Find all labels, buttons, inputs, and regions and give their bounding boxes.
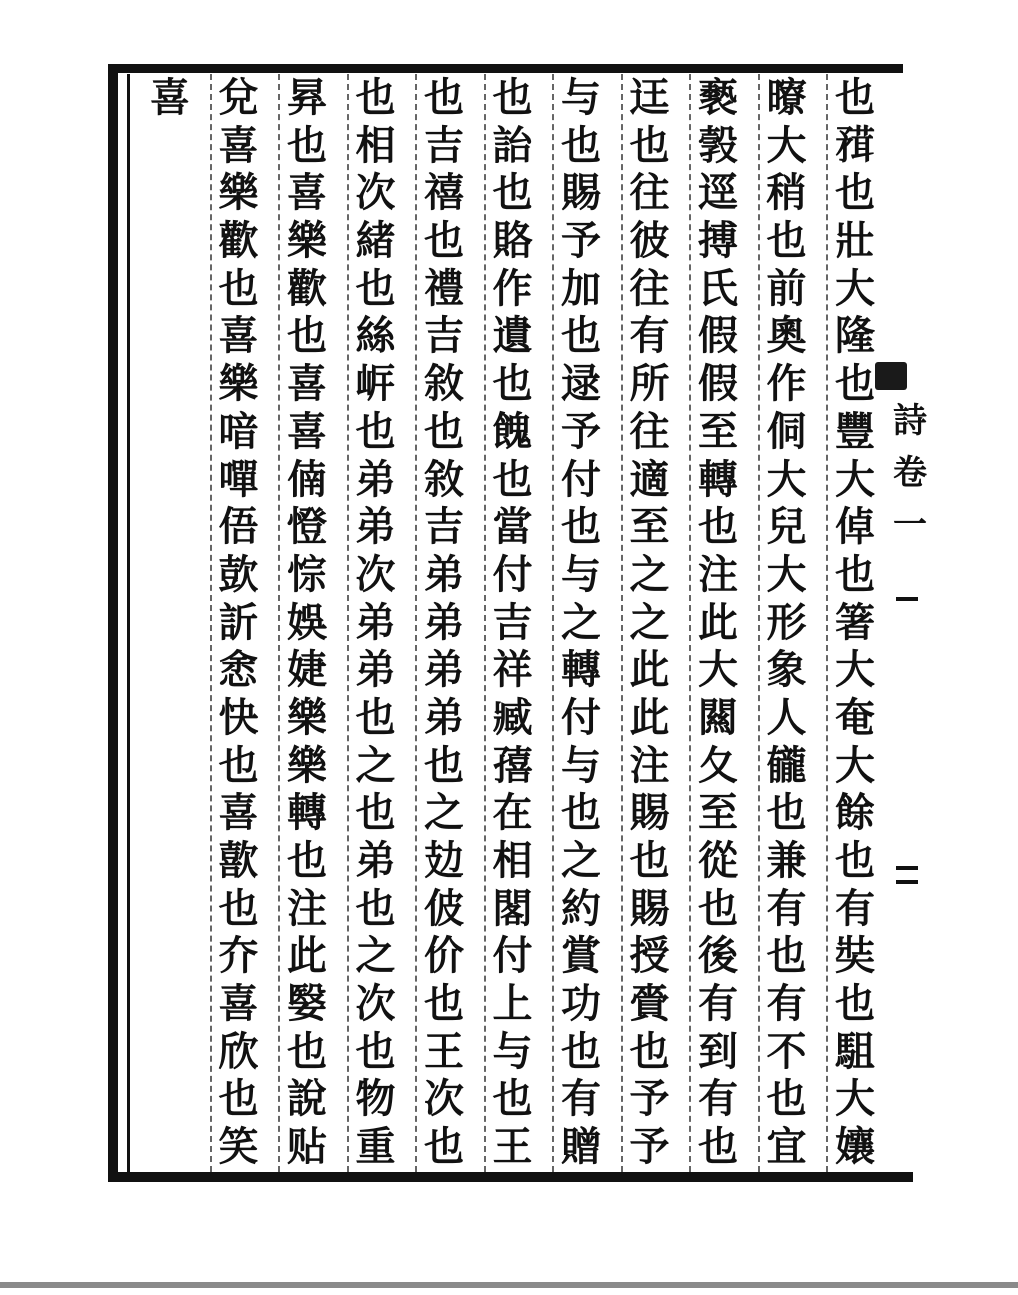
column-separator bbox=[826, 74, 828, 1172]
margin-title: 詩 卷 一 bbox=[893, 401, 927, 545]
column-separator bbox=[621, 74, 623, 1172]
vertical-text-block bbox=[130, 74, 880, 1172]
column-separator bbox=[484, 74, 486, 1172]
text-column: 喜 bbox=[150, 74, 190, 121]
bottom-scan-edge bbox=[0, 1282, 1018, 1288]
margin-tick-mark bbox=[896, 866, 918, 870]
column-separator bbox=[210, 74, 212, 1172]
text-column: 也 相 次 緒 也 絲 㟁 也 弟 弟 次 弟 弟 也 之 也 弟 也 之 次 也 物 重 bbox=[355, 74, 396, 1171]
text-column: 迋 也 往 彼 往 有 所 往 適 至 之 之 此 此 注 賜 也 賜 授 賫 也 予 予 bbox=[629, 74, 670, 1171]
text-column: 也 詒 也 賂 作 遺 也 餽 也 當 付 吉 祥 臧 㝆 在 相 閣 付 上 与 也 王 bbox=[492, 74, 533, 1171]
text-column: 兌 喜 樂 歡 也 喜 樂 喑 嘽 俉 㰻 訢 悆 快 也 喜 歖 也 夰 喜 欣 也 笑 bbox=[218, 74, 259, 1171]
margin-tick-mark bbox=[896, 597, 918, 601]
text-column: 褻 㝅 逕 搏 氏 假 假 至 轉 也 注 此 大 闗 夂 至 從 也 後 有 到 有 也 bbox=[698, 74, 738, 1171]
text-column: 与 也 賜 予 加 也 逯 予 付 也 与 之 轉 付 与 也 之 約 賞 功 也 有 贈 bbox=[561, 74, 601, 1171]
text-column: 也 吉 禧 也 禮 吉 敘 也 敘 吉 弟 弟 弟 弟 也 之 攰 佊 价 也 王 次 也 bbox=[424, 74, 464, 1171]
frame-top-border bbox=[108, 64, 903, 73]
column-separator bbox=[278, 74, 280, 1172]
text-column: 也 𥎂 也 壯 大 隆 也 豐 大 倬 也 箸 大 奄 大 餘 也 有 奘 也 駔 大 孃 bbox=[835, 74, 875, 1171]
column-separator bbox=[415, 74, 417, 1172]
column-separator bbox=[552, 74, 554, 1172]
column-separator bbox=[758, 74, 760, 1172]
margin-fish-tail-mark bbox=[875, 362, 907, 390]
frame-bottom-border bbox=[108, 1172, 913, 1182]
text-column: 曢 大 稍 也 前 奧 作 侗 大 兒 大 形 象 人 龓 也 兼 有 也 有 不 也 宜 bbox=[766, 74, 807, 1171]
text-column: 昪 也 喜 樂 歡 也 喜 喜 㑲 憕 悰 娛 婕 樂 樂 轉 也 注 此 嫛 也 說 贴 bbox=[287, 74, 327, 1171]
column-separator bbox=[689, 74, 691, 1172]
margin-tick-mark bbox=[896, 880, 918, 884]
frame-left-border bbox=[108, 64, 118, 1182]
column-separator bbox=[347, 74, 349, 1172]
